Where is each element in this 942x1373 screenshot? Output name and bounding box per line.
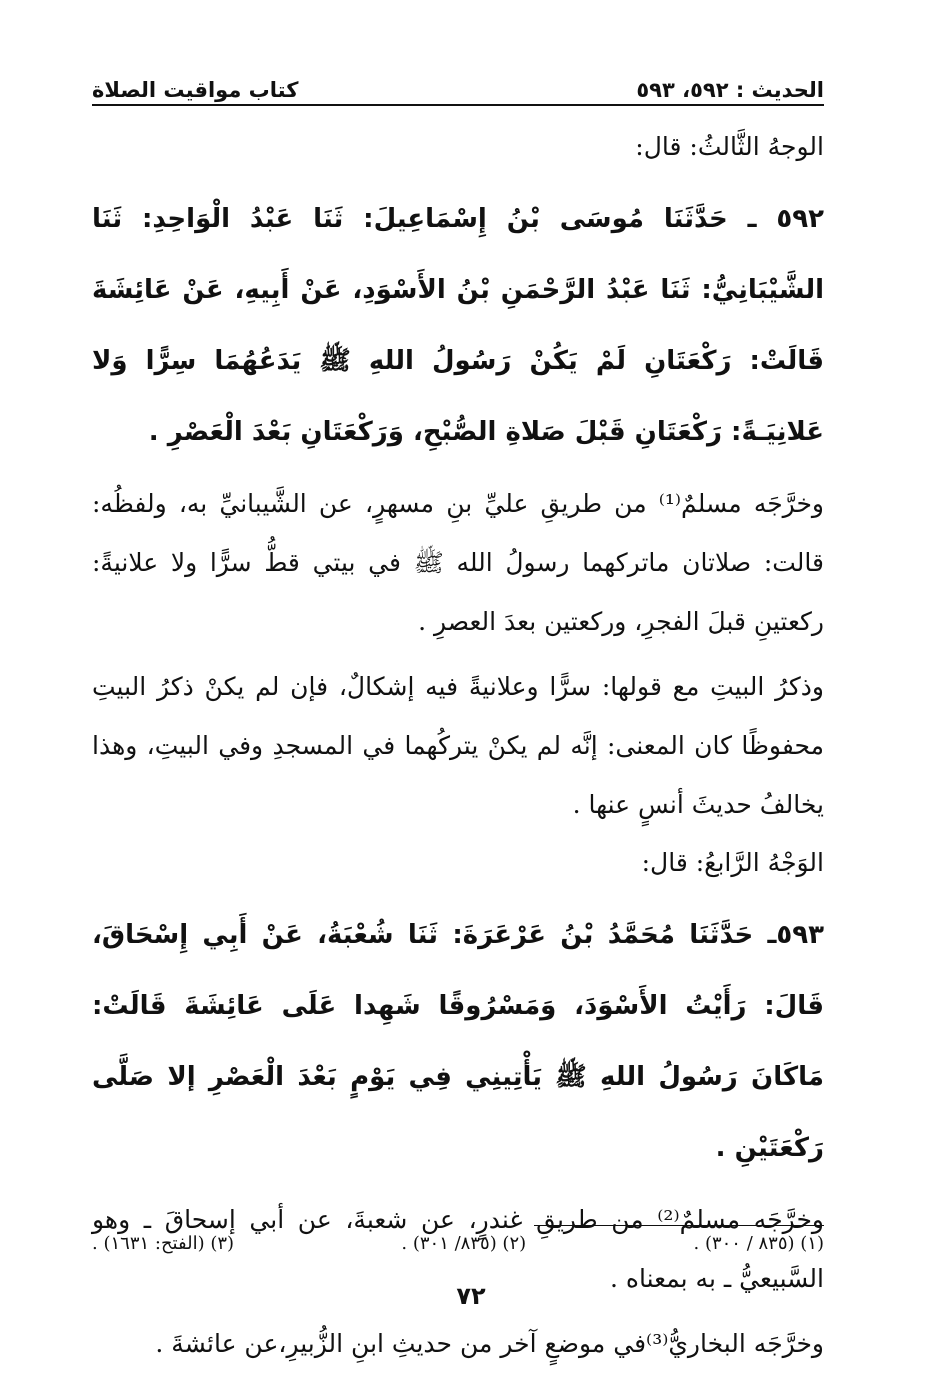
hadith-592: ٥٩٢ ـ حَدَّثَنَا مُوسَى بْنُ إِسْمَاعِيلَ: ثَنَا عَبْدُ الْوَاحِدِ: ثَنَا الشَّيْبَانِيُّ: ثَنَا عَبْدُ الرَّحْمَنِ بْنُ الأَسْوَدِ، عَنْ أَبِيهِ، عَنْ عَائِشَةَ قَالَتْ: رَكْعَتَانِ لَمْ يَكُنْ رَسُولُ اللهِ ﷺ يَدَعُهُمَا سِرًّا وَلا عَلانِيَـةً: رَكْعَتَانِ قَبْلَ صَلاةِ الصُّبْحِ، وَرَكْعَتَانِ بَعْدَ الْعَصْرِ . [92,204,824,447]
commentary-muslim-1: وخرَّجَه مسلمٌ⁽¹⁾ من طريقِ عليِّ بنِ مسهرٍ، عن الشَّيبانيِّ به، ولفظُه: قالت: صلاتان ماتركهما رسولُ الله ﷺ في بيتي قطُّ سرًّا ولا علانيةً: ركعتينِ قبلَ الفجرِ، وركعتين بعدَ العصرِ . [92,489,824,636]
separator-line [534,1225,824,1226]
page-body [92,118,824,1373]
footnotes [92,1233,824,1254]
hadith-reference: الحديث : ٥٩٢، ٥٩٣ [636,78,824,102]
commentary-house-remark: وذكرُ البيتِ مع قولها: سرًّا وعلانيةً فيه إشكالٌ، فإن لم يكنْ ذكرُ البيتِ محفوظًا كان المعنى: إنَّه لم يكنْ يتركُهما في المسجدِ وفي البيتِ، وهذا يخالفُ حديثَ أنسٍ عنها . [92,672,824,819]
commentary-bukhari: وخرَّجَه البخاريُّ⁽³⁾في موضعٍ آخر من حديثِ ابنِ الزُّبيرِ،عن عائشةَ . [155,1329,824,1358]
book-title: كتاب مواقيت الصلاة [92,78,299,102]
page-number: ٧٢ [456,1282,486,1310]
commentary-muslim-2: وخرَّجَه مسلمٌ⁽²⁾ من طريقِ غندرٍ، عن شعبةَ، عن أبي إسحاقَ ـ وهو السَّبيعيُّ ـ به بمعناه . [92,1205,824,1293]
footnote-2: (٢) (٨٣٥/ ٣٠١) . [401,1233,527,1254]
footnote-1: (١) (٨٣٥ / ٣٠٠) . [693,1233,824,1254]
footnote-3: (٣) (الفتح: ١٦٣١) . [92,1233,235,1254]
fourth-aspect-heading: الوَجْهُ الرَّابعُ: قال: [641,848,824,877]
hadith-593: ٥٩٣ـ حَدَّثَنَا مُحَمَّدُ بْنُ عَرْعَرَةَ: ثَنَا شُعْبَةُ، عَنْ أَبِي إِسْحَاقَ، قَالَ: رَأَيْتُ الأَسْوَدَ، وَمَسْرُوقًا شَهِدا عَلَى عَائِشَةَ قَالَتْ: مَاكَانَ رَسُولُ اللهِ ﷺ يَأْتِينِي فِي يَوْمٍ بَعْدَ الْعَصْرِ إلا صَلَّى رَكْعَتَيْنِ . [92,920,824,1163]
third-aspect-heading: الوجهُ الثَّالثُ: قال: [635,132,824,161]
page-header [92,66,824,106]
